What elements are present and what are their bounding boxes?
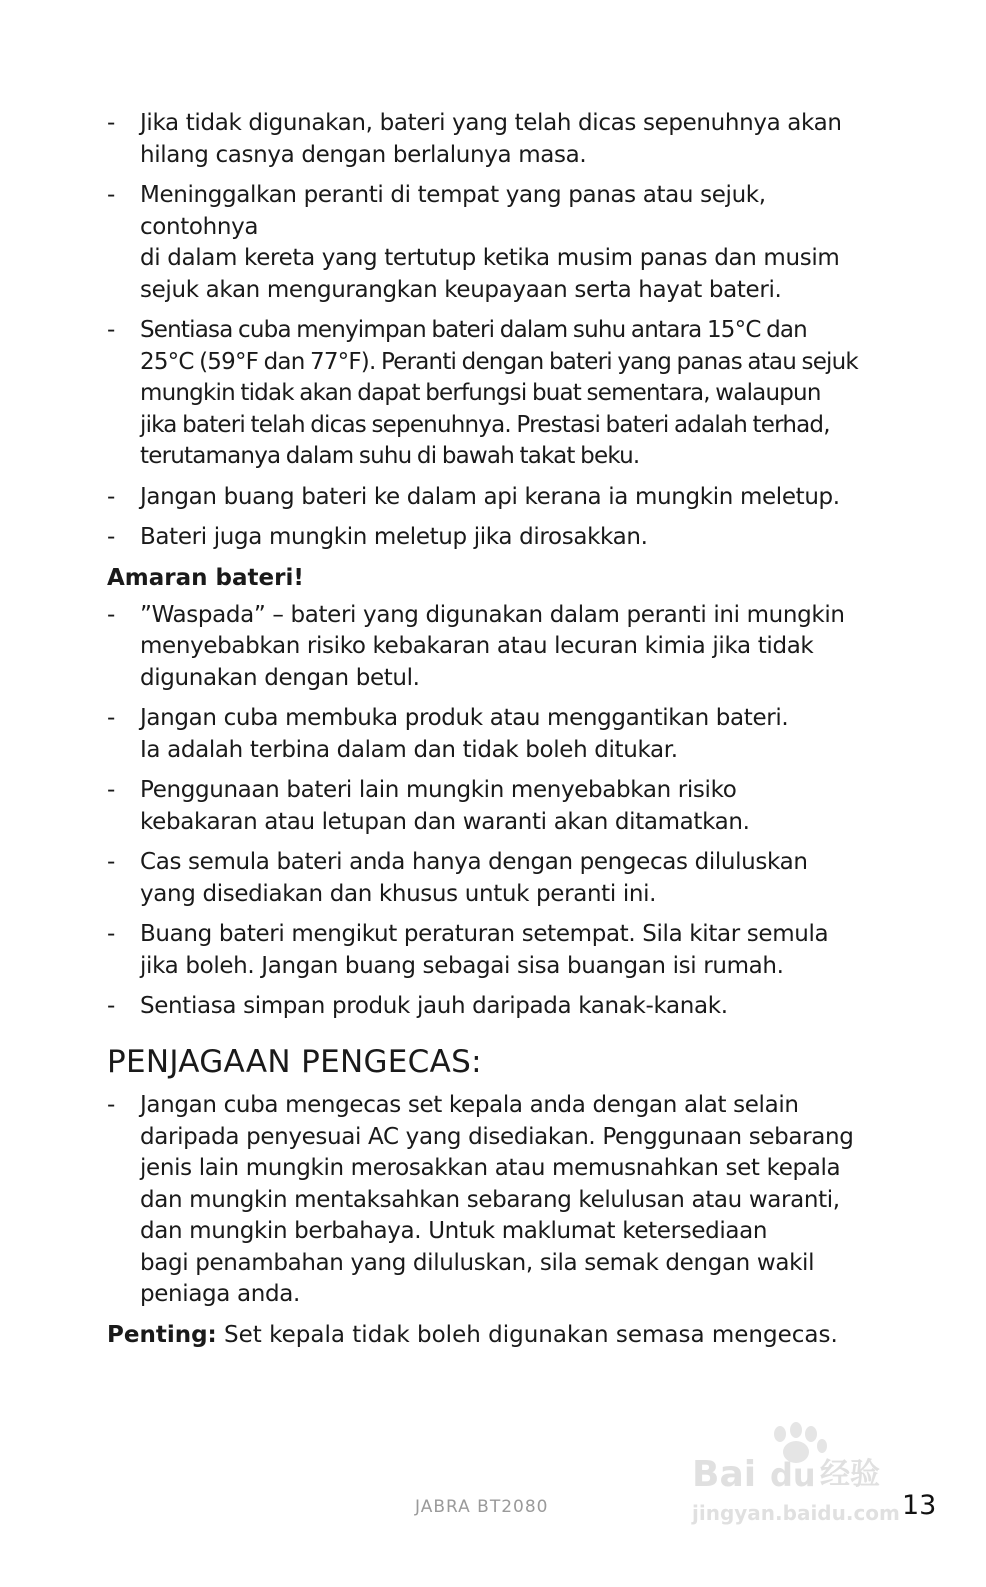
item-line: ”Waspada” – bateri yang digunakan dalam peranti ini mungkin [140,601,845,628]
list-item [107,847,887,910]
important-note-text: Set kepala tidak boleh digunakan semasa mengecas. [216,1321,838,1348]
charger-section-heading: PENJAGAAN PENGECAS: [107,1044,482,1080]
footer-brand: JABRA BT2080 [415,1497,549,1517]
item-line: Buang bateri mengikut peraturan setempat. Sila kitar semula [140,921,829,947]
list-item [107,180,887,306]
item-line: Penggunaan bateri lain mungkin menyebabkan risiko [140,777,737,803]
bullet-dash: - [107,1092,115,1118]
bullet-dash: - [107,993,115,1019]
item-line: dan mungkin mentaksahkan sebarang kelulusan atau waranti, [140,1186,840,1213]
bullet-dash: - [107,317,115,343]
item-line: Jangan buang bateri ke dalam api kerana ia mungkin meletup. [140,483,840,510]
list-item [107,919,887,982]
battery-tips-list [107,108,887,1032]
list-item [107,775,887,838]
bullet-dash: - [107,483,115,510]
item-line: Bateri juga mungkin meletup jika dirosakkan. [140,524,648,550]
item-line: yang disediakan dan khusus untuk peranti ini. [140,880,657,907]
list-item [107,522,887,554]
item-line: peniaga anda. [140,1281,300,1307]
bullet-dash: - [107,110,115,136]
bullet-dash: - [107,921,115,947]
watermark-brand-part1: Bai [692,1454,757,1495]
bullet-dash: - [107,182,115,208]
bullet-dash: - [107,601,115,628]
item-line: menyebabkan risiko kebakaran atau lecuran kimia jika tidak [140,633,814,659]
bullet-dash: - [107,524,115,550]
battery-warning-heading: Amaran bateri! [107,564,304,591]
item-line: dan mungkin berbahaya. Untuk maklumat ketersediaan [140,1218,768,1244]
page-number: 13 [902,1490,937,1521]
item-line: terutamanya dalam suhu di bawah takat beku. [140,443,640,469]
list-item [107,991,887,1023]
item-line: jika boleh. Jangan buang sebagai sisa buangan isi rumah. [140,952,784,979]
important-note [107,1320,887,1351]
watermark-brand-part2: du [770,1456,816,1494]
item-line: mungkin tidak akan dapat berfungsi buat sementara, walaupun [140,380,821,406]
watermark-url: jingyan.baidu.com [692,1501,900,1525]
bullet-dash: - [107,705,115,731]
item-line: sejuk akan mengurangkan keupayaan serta hayat bateri. [140,276,782,303]
item-line: Sentiasa cuba menyimpan bateri dalam suhu antara 15°C dan [140,317,807,343]
item-line: hilang casnya dengan berlalunya masa. [140,141,587,168]
important-note-label: Penting: [107,1321,217,1348]
item-line: Meninggalkan peranti di tempat yang panas atau sejuk, contohnya [140,182,766,240]
item-line: digunakan dengan betul. [140,664,420,691]
item-line: jika bateri telah dicas sepenuhnya. Prestasi bateri adalah terhad, [140,411,830,438]
item-line: di dalam kereta yang tertutup ketika musim panas dan musim [140,245,840,271]
list-item [107,703,887,766]
list-item [107,315,887,473]
list-item [107,1090,887,1311]
list-item [107,108,887,171]
item-line: bagi penambahan yang diluluskan, sila semak dengan wakil [140,1249,815,1276]
item-line: 25°C (59°F dan 77°F). Peranti dengan bateri yang panas atau sejuk [140,348,858,375]
item-line: Sentiasa simpan produk jauh daripada kanak-kanak. [140,993,728,1019]
watermark-brand-cn: 经验 [820,1457,880,1492]
item-line: Jika tidak digunakan, bateri yang telah dicas sepenuhnya akan [140,110,842,136]
item-line: jenis lain mungkin merosakkan atau memusnahkan set kepala [140,1155,841,1181]
item-line: Cas semula bateri anda hanya dengan pengecas diluluskan [140,849,808,875]
item-line: Jangan cuba mengecas set kepala anda dengan alat selain [140,1092,799,1118]
item-line: kebakaran atau letupan dan waranti akan ditamatkan. [140,808,750,835]
item-line: Ia adalah terbina dalam dan tidak boleh ditukar. [140,736,678,763]
list-item [107,482,887,514]
item-line: Jangan cuba membuka produk atau menggantikan bateri. [140,705,789,731]
list-item [107,600,887,695]
baidu-jingyan-watermark [690,1420,920,1530]
charger-section [107,1044,887,1351]
bullet-dash: - [107,849,115,875]
item-line: daripada penyesuai AC yang disediakan. Penggunaan sebarang [140,1123,854,1150]
bullet-dash: - [107,777,115,803]
